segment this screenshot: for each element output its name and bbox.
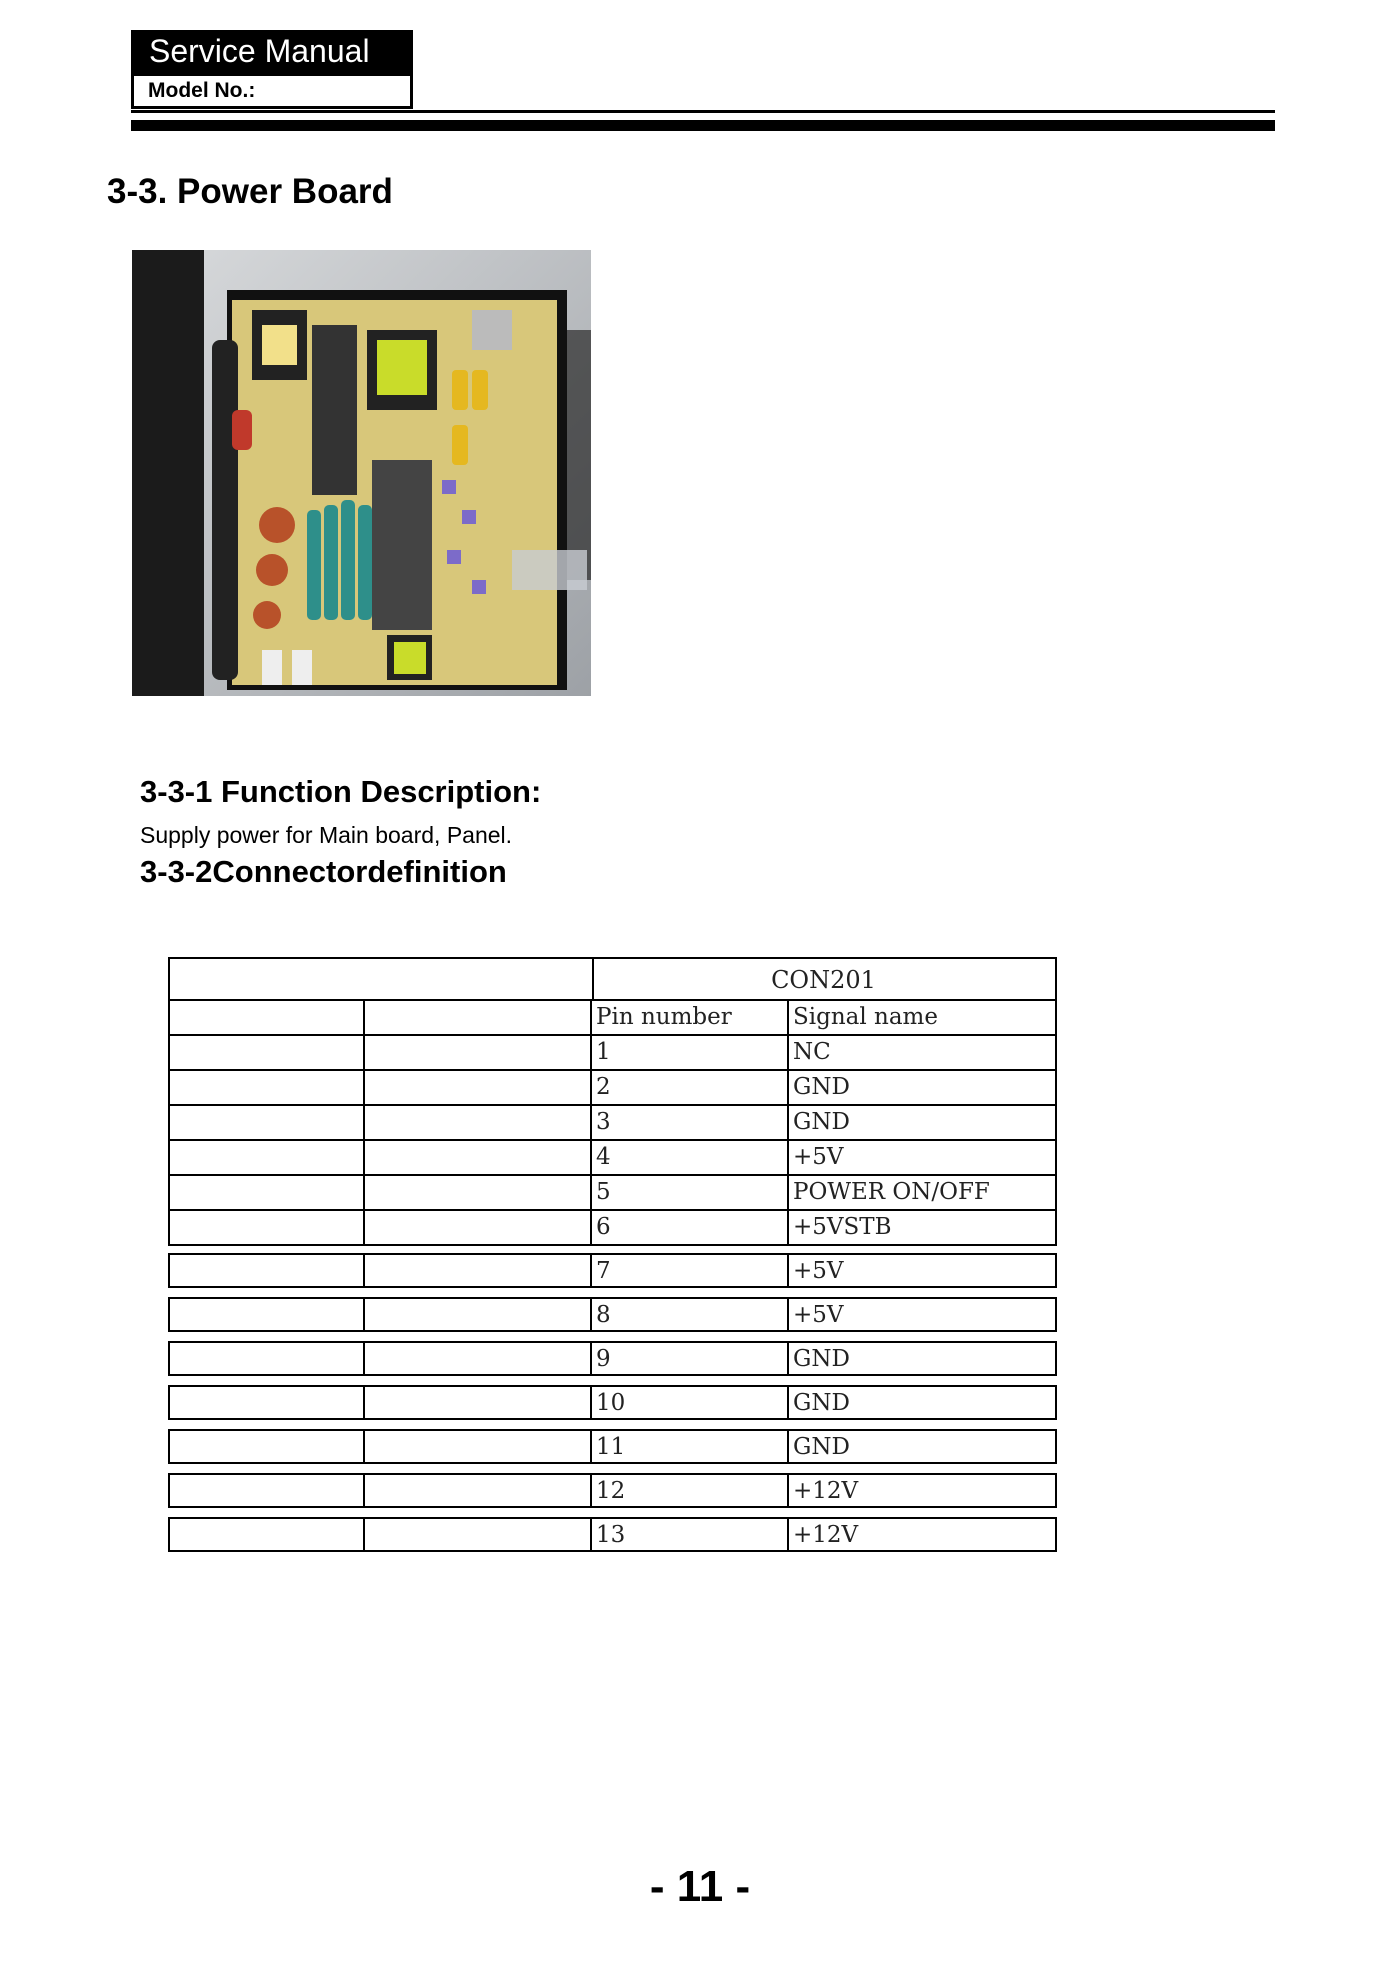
table-row bbox=[168, 1385, 1057, 1420]
pin-number-cell: 7 bbox=[592, 1255, 789, 1286]
pin-number-header: Pin number bbox=[592, 1001, 789, 1034]
connector-definition-title: 3-3-2Connectordefinition bbox=[140, 854, 507, 889]
table-row bbox=[168, 1106, 1057, 1141]
pin-number-cell: 10 bbox=[592, 1387, 789, 1418]
table-row bbox=[168, 1176, 1057, 1211]
signal-name-cell: +12V bbox=[793, 1478, 859, 1504]
model-number-label: Model No.: bbox=[131, 73, 413, 109]
table-row bbox=[168, 1517, 1057, 1552]
table-rows bbox=[168, 1036, 1057, 1552]
signal-name-cell: GND bbox=[793, 1390, 850, 1416]
signal-name-cell: NC bbox=[793, 1039, 831, 1065]
signal-name-cell: +5VSTB bbox=[793, 1214, 892, 1240]
pin-number-cell: 9 bbox=[592, 1343, 789, 1374]
header-rule-thick bbox=[131, 120, 1275, 131]
signal-name-cell: GND bbox=[793, 1074, 850, 1100]
pin-number-cell: 13 bbox=[592, 1519, 789, 1550]
pin-number-cell: 3 bbox=[592, 1106, 789, 1139]
pin-number-cell: 1 bbox=[592, 1036, 789, 1069]
header-blank-cell bbox=[170, 959, 594, 999]
column-header-row bbox=[168, 1001, 1057, 1036]
pin-number-cell: 6 bbox=[592, 1211, 789, 1244]
page-number: - 11 - bbox=[649, 1862, 751, 1911]
table-row bbox=[168, 1071, 1057, 1106]
power-board-photo-graphic bbox=[132, 250, 591, 696]
connector-name: CON201 bbox=[771, 966, 876, 994]
table-row bbox=[168, 1211, 1057, 1246]
signal-name-cell: +12V bbox=[793, 1522, 859, 1548]
table-row bbox=[168, 1036, 1057, 1071]
connector-header-row bbox=[168, 957, 1057, 1001]
signal-name-cell: +5V bbox=[793, 1302, 844, 1328]
pin-number-cell: 4 bbox=[592, 1141, 789, 1174]
table-row bbox=[168, 1141, 1057, 1176]
table-row bbox=[168, 1341, 1057, 1376]
signal-name-header: Signal name bbox=[793, 1004, 938, 1030]
table-row bbox=[168, 1253, 1057, 1288]
signal-name-cell: GND bbox=[793, 1434, 850, 1460]
pin-number-cell: 8 bbox=[592, 1299, 789, 1330]
table-row bbox=[168, 1429, 1057, 1464]
signal-name-cell: GND bbox=[793, 1109, 850, 1135]
signal-name-cell: POWER ON/OFF bbox=[793, 1179, 990, 1205]
connector-table bbox=[168, 957, 1057, 1552]
pin-number-cell: 12 bbox=[592, 1475, 789, 1506]
table-row bbox=[168, 1297, 1057, 1332]
power-board-photo bbox=[132, 250, 591, 696]
pin-number-cell: 5 bbox=[592, 1176, 789, 1209]
function-description-title: 3-3-1 Function Description: bbox=[140, 774, 542, 809]
table-row bbox=[168, 1473, 1057, 1508]
signal-name-cell: +5V bbox=[793, 1144, 844, 1170]
service-manual-label: Service Manual bbox=[131, 30, 413, 73]
pin-number-cell: 11 bbox=[592, 1431, 789, 1462]
header-rule-thin bbox=[131, 110, 1275, 113]
function-description-text: Supply power for Main board, Panel. bbox=[140, 822, 513, 848]
document-header bbox=[131, 30, 413, 109]
signal-name-cell: GND bbox=[793, 1346, 850, 1372]
signal-name-cell: +5V bbox=[793, 1258, 844, 1284]
pin-number-cell: 2 bbox=[592, 1071, 789, 1104]
section-title: 3-3. Power Board bbox=[107, 172, 393, 211]
